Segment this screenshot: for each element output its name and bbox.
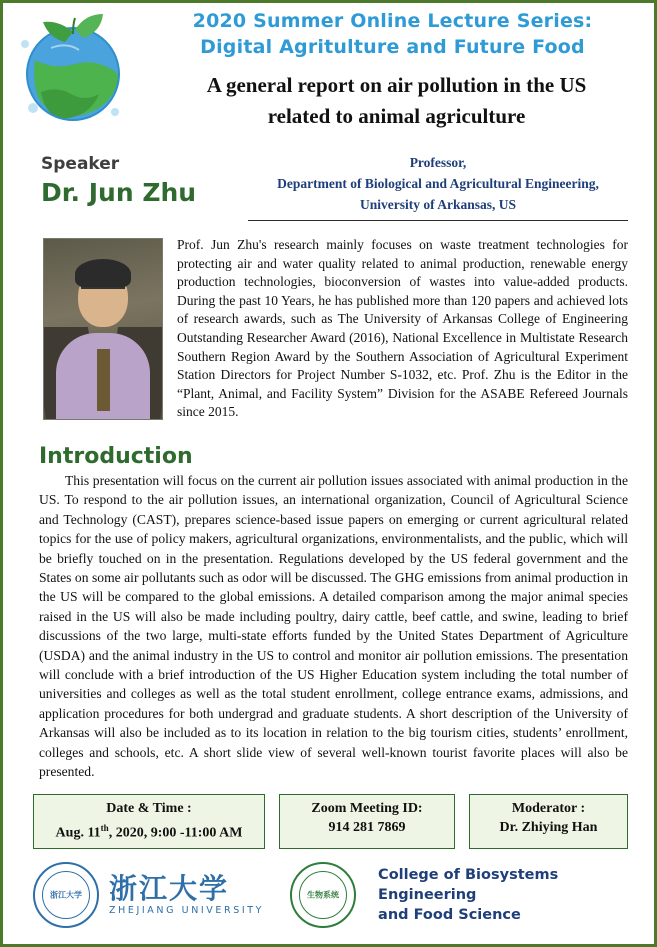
zhejiang-university-wordmark-en: ZHEJIANG UNIVERSITY (109, 904, 265, 916)
affiliation-line2: Department of Biological and Agricultural Engineering, (277, 176, 599, 191)
speaker-label: Speaker (41, 154, 120, 174)
college-name (378, 865, 636, 925)
date-time-value (38, 818, 260, 844)
portrait-glasses (81, 287, 125, 298)
zoom-meeting-title: Zoom Meeting ID: (311, 800, 423, 816)
main-title-line2: related to animal agriculture (267, 104, 526, 128)
introduction-heading: Introduction (39, 444, 193, 469)
series-title-line2: Digital Agritulture and Future Food (200, 36, 585, 58)
moderator-title: Moderator : (511, 800, 586, 816)
poster-header (3, 0, 654, 150)
portrait-hair (75, 259, 131, 289)
affiliation-divider (248, 220, 628, 221)
date-time-value-sup: th (100, 822, 109, 833)
zhejiang-university-seal-text: 浙江大学 (50, 890, 82, 900)
speaker-portrait (43, 238, 163, 420)
zhejiang-university-wordmark (109, 871, 265, 917)
date-time-box (33, 794, 265, 850)
affiliation-line3: University of Arkansas, US (359, 197, 516, 212)
date-time-title: Date & Time : (106, 800, 192, 816)
globe-leaf-icon (11, 8, 141, 138)
page-title (153, 70, 640, 132)
zhejiang-university-wordmark-cn: 浙江大学 (109, 871, 230, 905)
date-time-value-main: Aug. 11 (55, 825, 101, 841)
zhejiang-university-seal-icon (33, 862, 99, 928)
speaker-block (3, 152, 654, 230)
affiliation-line1: Professor, (409, 155, 467, 170)
info-boxes-row (3, 782, 654, 850)
series-title (143, 8, 642, 60)
speaker-affiliation (248, 152, 628, 215)
moderator-name: Dr. Zhiying Han (499, 819, 598, 835)
poster-footer (3, 853, 654, 937)
biography-text: Prof. Jun Zhu's research mainly focuses on waste treatment technologies for protecting air and water quality related to animal production, renewable energy production technologies, bioconversion of wastes into value-added products. During the past 10 Years, he has published more than 120 papers and achieved lots of research awards, such as The University of Arkansas College of Engineering Outstanding Researcher Award (2016), National Excellence in Multistate Research Southern Region Award by the Southern Association of Agricultural Experiment Station Directors for Project Number S-1032, etc. Prof. Zhu is the Editor in the “Plant, Animal, and Facility System” Division for the ASABE Refereed Journals since 2015. (177, 237, 628, 420)
college-name-line2: and Food Science (378, 907, 521, 923)
portrait-tie (97, 349, 110, 411)
series-title-line1: 2020 Summer Online Lecture Series: (192, 10, 593, 32)
biography-block (3, 230, 654, 436)
zoom-meeting-box (279, 794, 455, 850)
college-seal-text: 生物系统 (307, 890, 340, 900)
date-time-value-rest: , 2020, 9:00 -11:00 AM (108, 825, 243, 841)
college-seal-icon (290, 862, 356, 928)
college-name-line1: College of Biosystems Engineering (378, 867, 559, 903)
zoom-meeting-id: 914 281 7869 (328, 819, 406, 835)
main-title-line1: A general report on air pollution in the US (206, 73, 587, 97)
speaker-name: Dr. Jun Zhu (41, 178, 197, 207)
introduction-text: This presentation will focus on the current air pollution issues associated with animal production in the US. To respond to the air pollution issues, an international organization, Council of Agricultural Science and Technology (CAST), prepares science-based issue papers on emerging or current agricultural related topics for the use of policy makers, agricultural organizations, environmentalists, and the public, which will be briefly touched on in the presentation. Regulations developed by the US federal government and the States on some air pollutants such as odor will be discussed. The GHG emissions from animal production in the US will be compared to the global emissions. A detailed comparison among the major animal species raised in the US will also be made including poultry, dairy cattle, beef cattle, and swine, leading to brief discussions of the two large, multi-state efforts funded by the United States Department of Agriculture (USDA) and the animal industry in the US to control and monitor air pollution emissions. The presentation will conclude with a brief introduction of the US Higher Education system including the total number of universities and colleges as well as the total student enrollment, college entrance exams, admissions, and application procedures for both undergrad and graduate students. A short description of the University of Arkansas will also be included as to its location in relation to the big tourism cities, students’ enrollment, colleges and schools, etc. A short slide view of several well-known tourist favorite places will also be presented. (39, 473, 628, 780)
moderator-box (469, 794, 628, 850)
